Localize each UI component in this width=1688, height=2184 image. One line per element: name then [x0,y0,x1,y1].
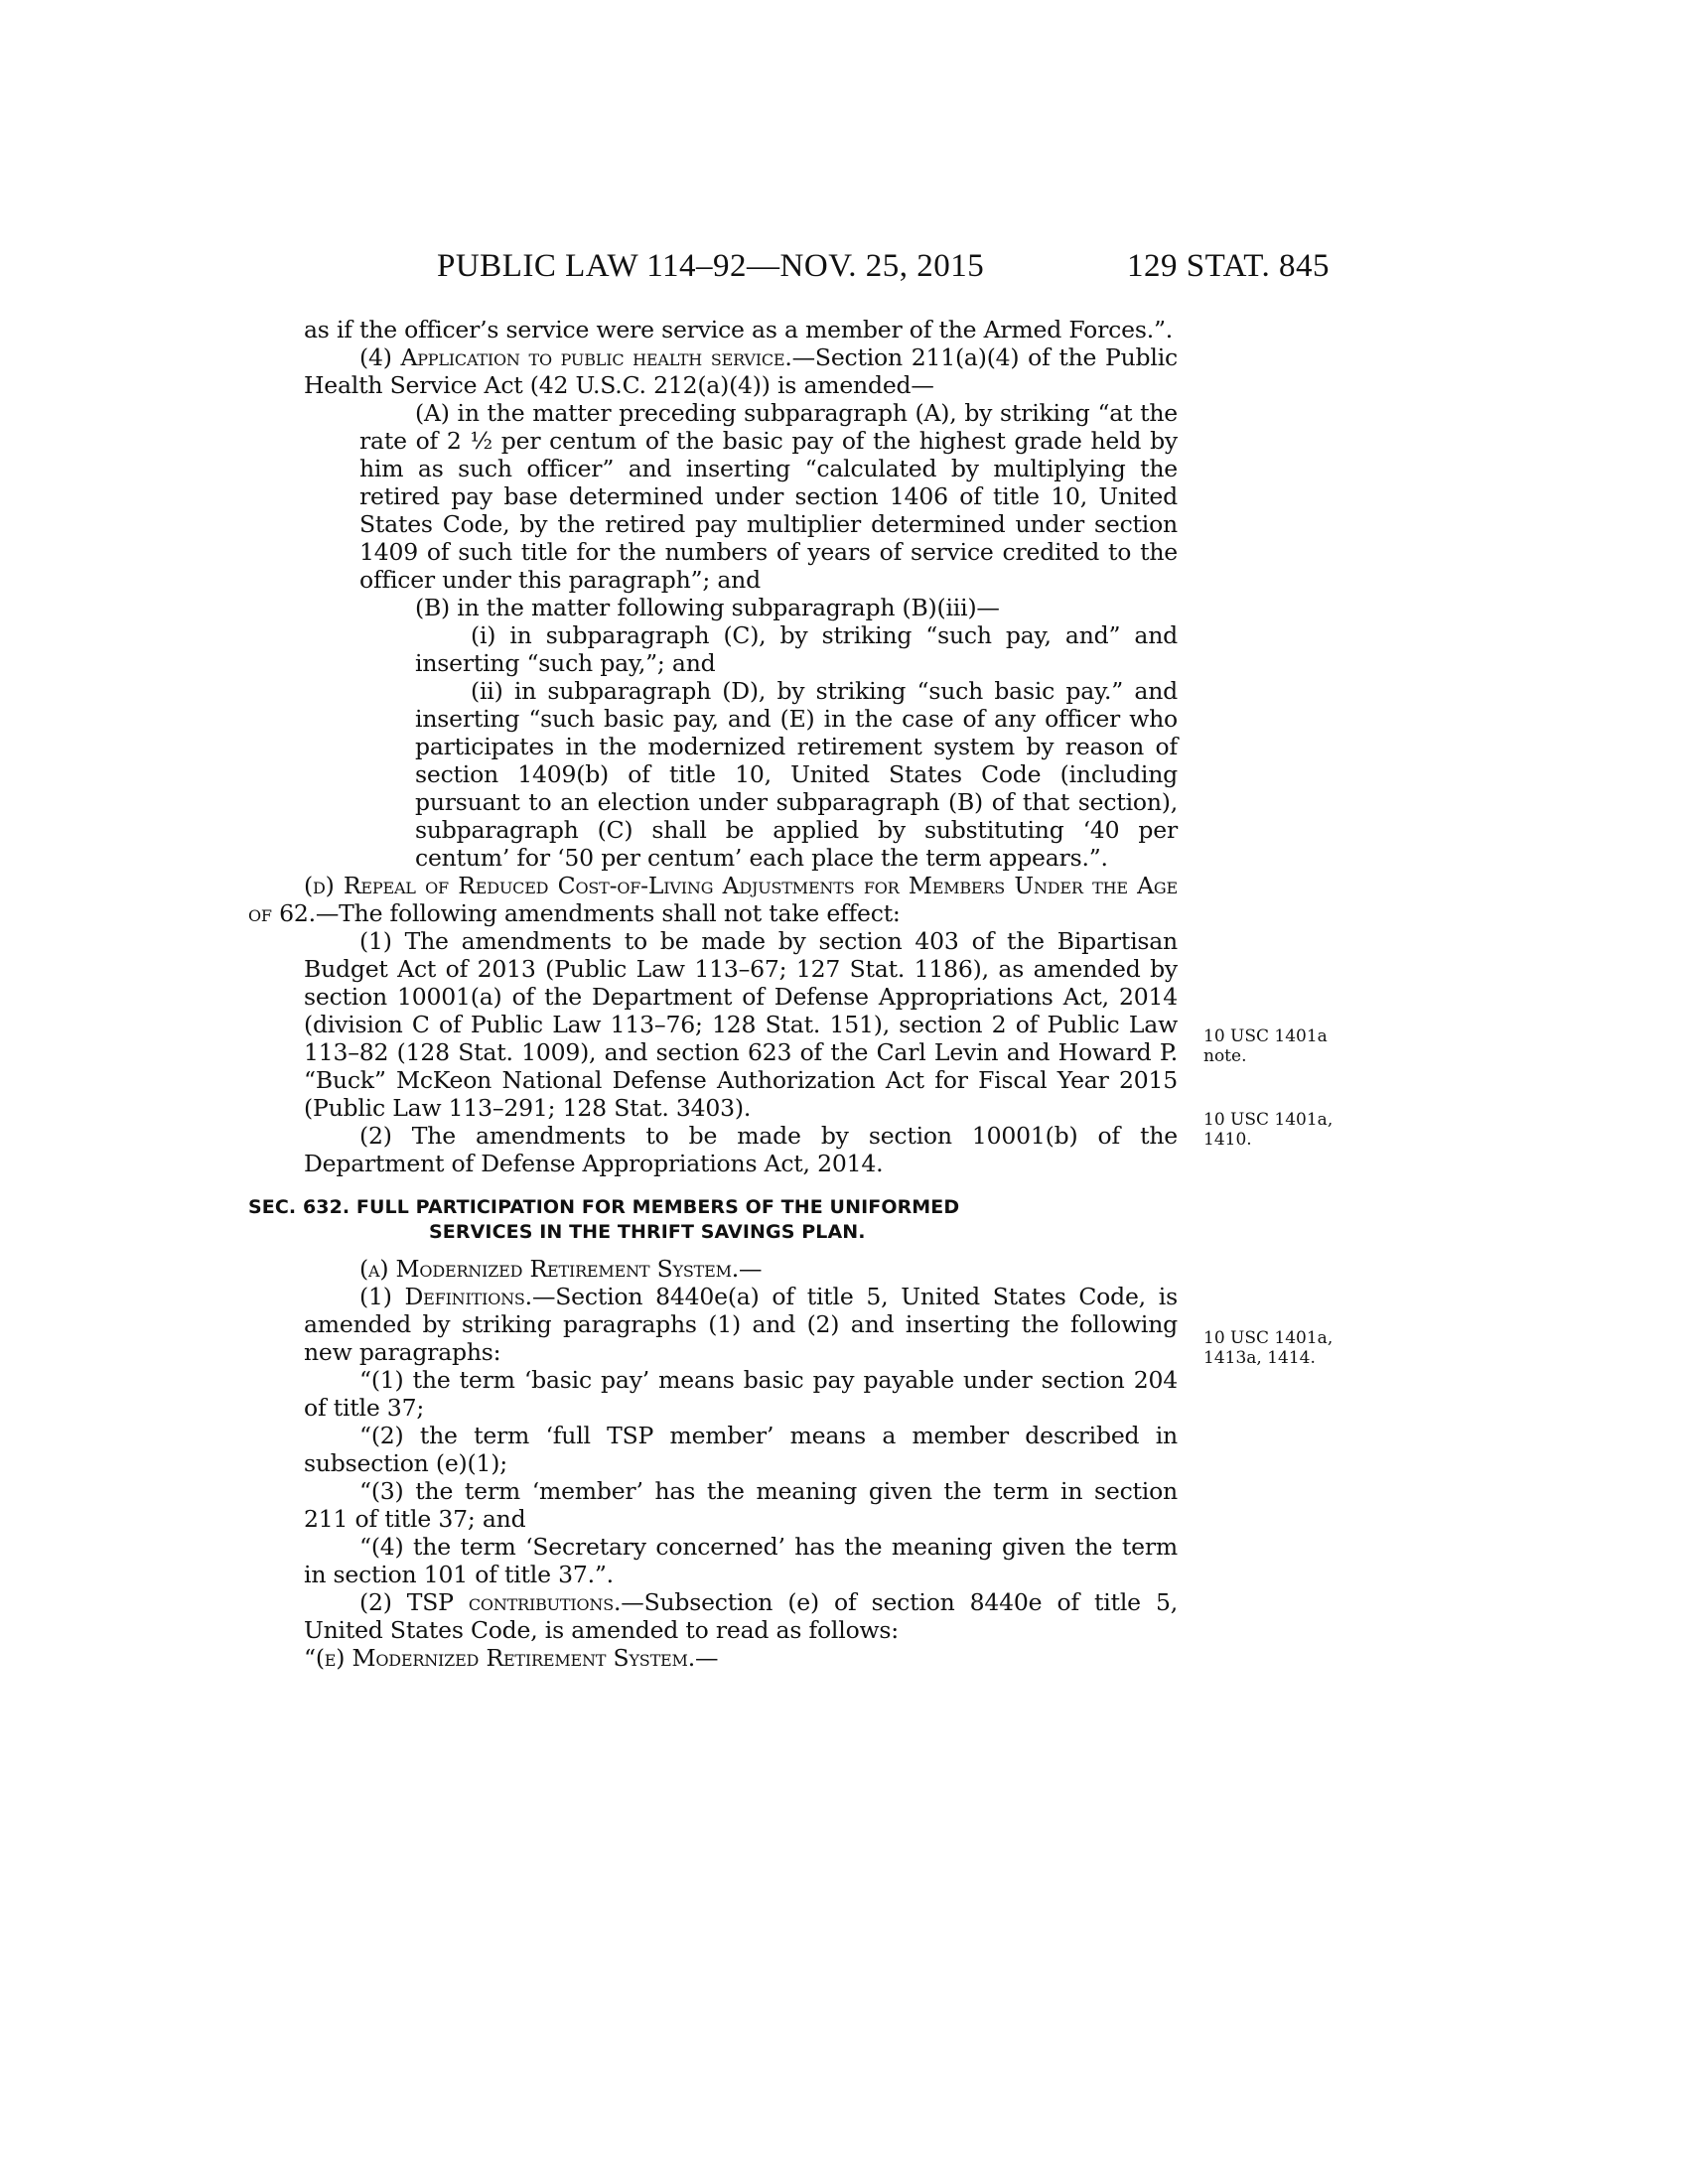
definition-full-tsp-member: “(2) the term ‘full TSP member’ means a member described in subsection (e)(1); [304,1422,1178,1477]
paragraph-tsp-contributions [304,1588,1178,1644]
marginal-note-3: 10 USC 1401a, 1413a, 1414. [1203,1328,1334,1368]
paragraph-heading: (4) Application to public health service. [359,343,792,371]
subsection-a [304,1255,1178,1283]
section-d-heading: (d) Repeal of Reduced Cost-of-Living Adjustments for Members Under the Age of 62. [248,872,1178,927]
quoted-subsection-e-heading: “(e) Modernized Retirement System. [304,1644,695,1672]
tsp-contributions-text: —Subsection (e) of section 8440e of title 5, United States Code, is amended to read as follows: [304,1588,1178,1644]
section-d-text: —The following amendments shall not take effect: [315,899,901,927]
clause-i: (i) in subparagraph (C), by striking “such pay, and” and inserting “such pay,”; and [415,621,1178,677]
subsection-a-dash: — [739,1255,763,1283]
marginal-note-1: 10 USC 1401a note. [1203,1026,1328,1066]
subparagraph-a [304,399,1178,594]
marginal-note-2: 10 USC 1401a, 1410. [1203,1110,1334,1150]
section-632-heading-line-2: SERVICES IN THE THRIFT SAVINGS PLAN. [429,1221,866,1243]
definition-basic-pay: “(1) the term ‘basic pay’ means basic pay payable under section 204 of title 37; [304,1366,1178,1422]
quoted-subsection-e [304,1644,1178,1672]
subparagraph-a-text: (A) in the matter preceding subparagraph (A), by striking “at the rate of 2 ½ per centum of the basic pay of the highest grade held by him as such officer” and inserting “calculated by multiplying the retired pay base determined under section 1406 of title 10, United States Code, by the retired pay multiplier determined under section 1409 of such title for the numbers of years of service credited to the officer under this paragraph”; and [359,399,1178,594]
definitions-heading: (1) Definitions. [359,1283,532,1310]
paragraph-text: —Section 211(a)(4) of the Public Health Service Act (42 U.S.C. 212(a)(4)) is amended— [304,343,1178,399]
subsection-a-heading: (a) Modernized Retirement System. [359,1255,740,1283]
clause-ii: (ii) in subparagraph (D), by striking “such basic pay.” and inserting “such basic pay, and (E) in the case of any officer who participates in the modernized retirement system by reason of section 1409(b) of title 10, United States Code (including pursuant to an election under subparagraph (B) of that section), subparagraph (C) shall be applied by substituting ‘40 per centum’ for ‘50 per centum’ each place the term appears.”. [415,677,1178,872]
definition-secretary-concerned: “(4) the term ‘Secretary concerned’ has the meaning given the term in section 101 of title 37.”. [304,1533,1178,1588]
tsp-contributions-heading: (2) TSP contributions. [359,1588,622,1616]
paragraph-definitions [304,1283,1178,1366]
section-d-paragraph-2: (2) The amendments to be made by section 10001(b) of the Department of Defense Appropriations Act, 2014. [304,1122,1178,1177]
quoted-subsection-e-dash: — [694,1644,719,1672]
definition-member: “(3) the term ‘member’ has the meaning given the term in section 211 of title 37; and [304,1477,1178,1533]
section-d-paragraph-1: (1) The amendments to be made by section 403 of the Bipartisan Budget Act of 2013 (Public Law 113–67; 127 Stat. 1186), as amended by section 10001(a) of the Department of Defense Appropriations Act, 2014 (division C of Public Law 113–76; 128 Stat. 151), section 2 of Public Law 113–82 (128 Stat. 1009), and section 623 of the Carl Levin and Howard P. “Buck” McKeon National Defense Authorization Act for Fiscal Year 2015 (Public Law 113–291; 128 Stat. 3403). [304,927,1178,1122]
body-text [248,316,1178,1672]
running-head [0,248,1688,288]
section-632-heading-line-1: SEC. 632. FULL PARTICIPATION FOR MEMBERS OF THE UNIFORMED [248,1196,960,1218]
section-d-repeal [248,872,1178,927]
paragraph-continuation: as if the officer’s service were service as a member of the Armed Forces.”. [304,316,1174,343]
running-head-stat: 129 STAT. 845 [1127,248,1331,284]
definitions-text: —Section 8440e(a) of title 5, United States Code, is amended by striking paragraphs (1) and (2) and inserting the following new paragraphs: [304,1283,1178,1366]
section-632-heading [248,1195,1178,1245]
paragraph-public-health-service [304,343,1178,399]
subparagraph-b: (B) in the matter following subparagraph (B)(iii)— [415,594,1000,621]
running-head-title: PUBLIC LAW 114–92—NOV. 25, 2015 [437,248,985,284]
